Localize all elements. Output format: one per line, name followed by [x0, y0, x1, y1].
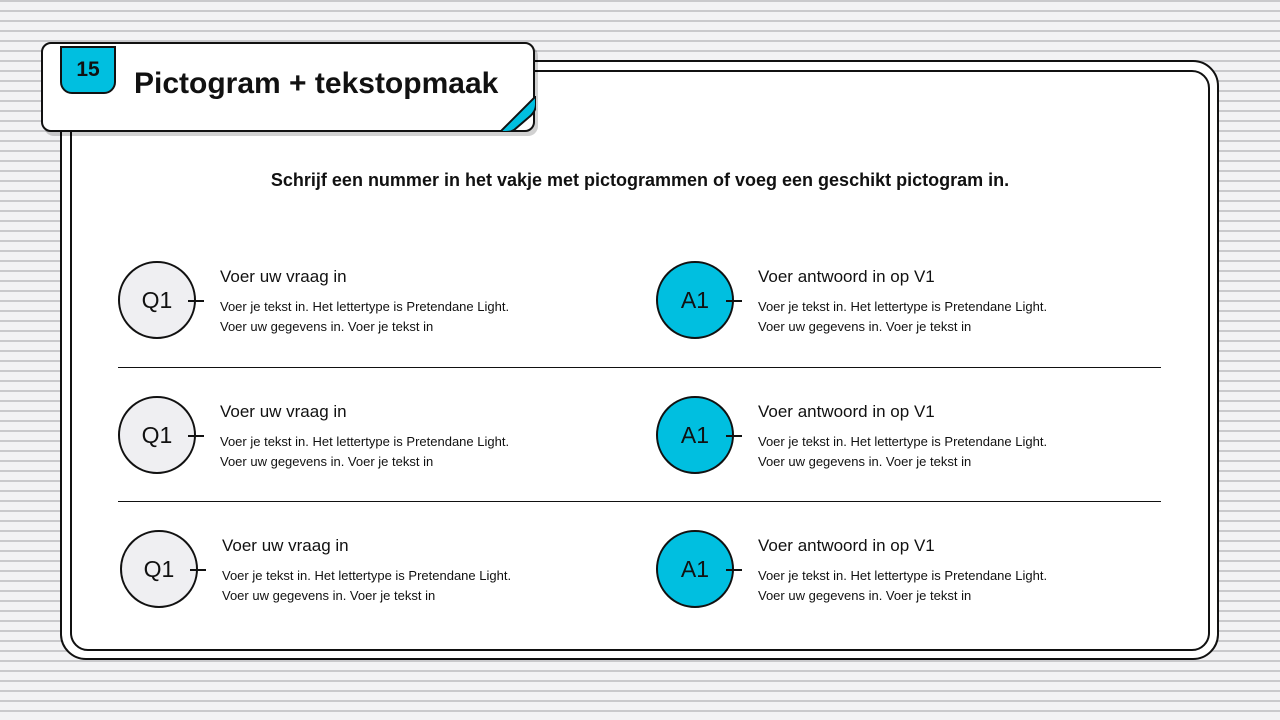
- question-heading: Voer uw vraag in: [222, 536, 349, 555]
- answer-text-block: [758, 402, 1128, 472]
- answer-body-line: Voer uw gegevens in. Voer je tekst in: [758, 588, 972, 603]
- answer-heading: Voer antwoord in op V1: [758, 267, 935, 286]
- answer-body-line: Voer je tekst in. Het lettertype is Pretendane Light.: [758, 568, 1048, 583]
- question-text-block: [220, 267, 590, 337]
- answer-heading: Voer antwoord in op V1: [758, 402, 935, 421]
- slide-subtitle: Schrijf een nummer in het vakje met pictogrammen of voeg een geschikt pictogram in.: [270, 170, 1010, 190]
- question-body-line: Voer je tekst in. Het lettertype is Pretendane Light.: [220, 434, 510, 449]
- question-body-line: Voer uw gegevens in. Voer je tekst in: [222, 588, 436, 603]
- question-body-line: Voer je tekst in. Het lettertype is Pretendane Light.: [222, 568, 512, 583]
- connector-dash: [726, 435, 742, 437]
- connector-dash: [190, 569, 206, 571]
- question-heading: Voer uw vraag in: [220, 267, 347, 286]
- question-item: [118, 261, 598, 341]
- question-body-line: Voer uw gegevens in. Voer je tekst in: [220, 454, 434, 469]
- answer-text-block: [758, 536, 1128, 606]
- answer-body-line: Voer je tekst in. Het lettertype is Pretendane Light.: [758, 299, 1048, 314]
- question-text-block: [222, 536, 592, 606]
- connector-dash: [726, 300, 742, 302]
- question-text-block: [220, 402, 590, 472]
- question-item: [120, 530, 600, 610]
- question-item: [118, 396, 598, 476]
- answer-heading: Voer antwoord in op V1: [758, 536, 935, 555]
- row-divider: [118, 367, 1161, 368]
- answer-body-line: Voer je tekst in. Het lettertype is Pretendane Light.: [758, 434, 1048, 449]
- row-divider: [118, 501, 1161, 502]
- connector-dash: [188, 435, 204, 437]
- answer-body-line: Voer uw gegevens in. Voer je tekst in: [758, 454, 972, 469]
- answer-item: [656, 261, 1136, 341]
- answer-badge: A1: [656, 396, 734, 474]
- answer-text-block: [758, 267, 1128, 337]
- slide-number-badge: 15: [60, 46, 116, 94]
- answer-item: [656, 530, 1136, 610]
- answer-badge: A1: [656, 261, 734, 339]
- connector-dash: [188, 300, 204, 302]
- answer-badge: A1: [656, 530, 734, 608]
- question-body-line: Voer je tekst in. Het lettertype is Pretendane Light.: [220, 299, 510, 314]
- answer-item: [656, 396, 1136, 476]
- question-body-line: Voer uw gegevens in. Voer je tekst in: [220, 319, 434, 334]
- question-heading: Voer uw vraag in: [220, 402, 347, 421]
- question-badge: Q1: [120, 530, 198, 608]
- question-badge: Q1: [118, 261, 196, 339]
- question-badge: Q1: [118, 396, 196, 474]
- page-title: Pictogram + tekstopmaak: [134, 67, 499, 100]
- page-corner-fold-icon: [500, 96, 536, 132]
- answer-body-line: Voer uw gegevens in. Voer je tekst in: [758, 319, 972, 334]
- connector-dash: [726, 569, 742, 571]
